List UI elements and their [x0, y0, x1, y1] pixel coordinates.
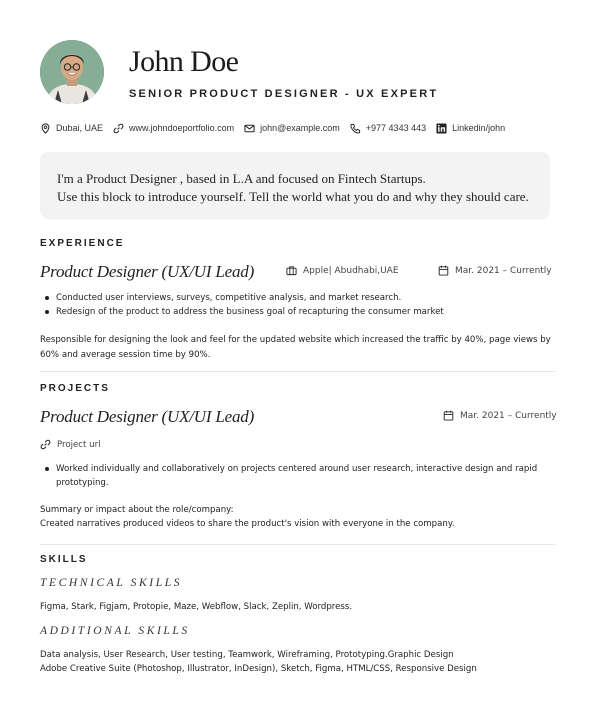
technical-skills-heading: TECHNICAL SKILLS — [40, 577, 183, 589]
experience-job-title: Product Designer (UX/UI Lead) — [40, 262, 255, 281]
avatar-portrait-icon — [40, 40, 104, 104]
contact-website-text: www.johndoeportfolio.com — [129, 123, 235, 133]
projects-summary: Created narratives produced videos to share the product's vision with everyone in the company. — [40, 519, 455, 529]
mail-icon — [244, 123, 255, 134]
linkedin-icon — [436, 123, 447, 134]
section-divider — [40, 544, 555, 545]
additional-skills-line-2: Adobe Creative Suite (Photoshop, Illustrator, InDesign), Sketch, Figma, HTML/CSS, Responsive Design — [40, 664, 477, 674]
link-icon — [113, 123, 124, 134]
calendar-icon — [443, 410, 454, 421]
contact-location — [40, 123, 103, 134]
list-item: Worked individually and collaboratively on projects centered around user research, interactive design and rapid prototyping. — [40, 462, 555, 490]
project-url-text: Project url — [57, 439, 101, 450]
list-item: Redesign of the product to address the business goal of recapturing the consumer market — [40, 305, 555, 319]
contact-linkedin-text: Linkedin/john — [452, 123, 506, 133]
contact-location-text: Dubai, UAE — [56, 123, 104, 133]
section-divider — [40, 371, 555, 372]
intro-line-1: I'm a Product Designer , based in L.A and focused on Fintech Startups. — [57, 171, 426, 186]
contact-email-text: john@example.com — [260, 123, 340, 133]
profile-role: SENIOR PRODUCT DESIGNER - UX EXPERT — [129, 88, 439, 100]
additional-skills-line-1: Data analysis, User Research, User testing, Teamwork, Wireframing, Prototyping.Graphic Design — [40, 650, 454, 660]
briefcase-icon — [286, 265, 297, 276]
link-icon — [40, 439, 51, 450]
projects-job-title: Product Designer (UX/UI Lead) — [40, 407, 255, 426]
projects-heading: PROJECTS — [40, 383, 110, 394]
calendar-icon — [438, 265, 449, 276]
experience-dates-text: Mar. 2021 – Currently — [455, 265, 552, 276]
contact-website[interactable] — [113, 123, 234, 134]
list-item: Conducted user interviews, surveys, competitive analysis, and market research. — [40, 291, 555, 305]
experience-heading: EXPERIENCE — [40, 238, 125, 249]
experience-summary: Responsible for designing the look and feel for the updated website which increased the traffic by 40%, page views by 60% and average session time by 90%. — [40, 335, 551, 360]
experience-dates — [438, 265, 552, 276]
contact-phone-text: +977 4343 443 — [365, 123, 427, 133]
projects-bullets — [40, 462, 555, 490]
intro-block — [40, 152, 550, 219]
contact-linkedin[interactable] — [436, 123, 505, 134]
technical-skills-list: Figma, Stark, Figjam, Protopie, Maze, Webflow, Slack, Zeplin, Wordpress. — [40, 602, 353, 612]
location-pin-icon — [40, 123, 51, 134]
avatar — [40, 40, 104, 104]
experience-bullets — [40, 291, 555, 319]
skills-heading: SKILLS — [40, 554, 88, 565]
projects-dates — [443, 410, 557, 421]
projects-dates-text: Mar. 2021 – Currently — [460, 410, 557, 421]
additional-skills-heading: ADDITIONAL SKILLS — [40, 625, 190, 637]
profile-name: John Doe — [129, 45, 239, 78]
contact-phone[interactable] — [350, 123, 426, 134]
contact-email[interactable] — [244, 123, 340, 134]
experience-company-text: Apple| Abudhabi,UAE — [303, 265, 399, 276]
project-url-link[interactable] — [40, 439, 101, 450]
phone-icon — [350, 123, 361, 134]
intro-line-2: Use this block to introduce yourself. Tell the world what you do and why they should care. — [57, 189, 529, 204]
experience-company — [286, 265, 399, 276]
contact-bar — [40, 121, 515, 135]
projects-summary-label: Summary or impact about the role/company: — [40, 505, 234, 515]
